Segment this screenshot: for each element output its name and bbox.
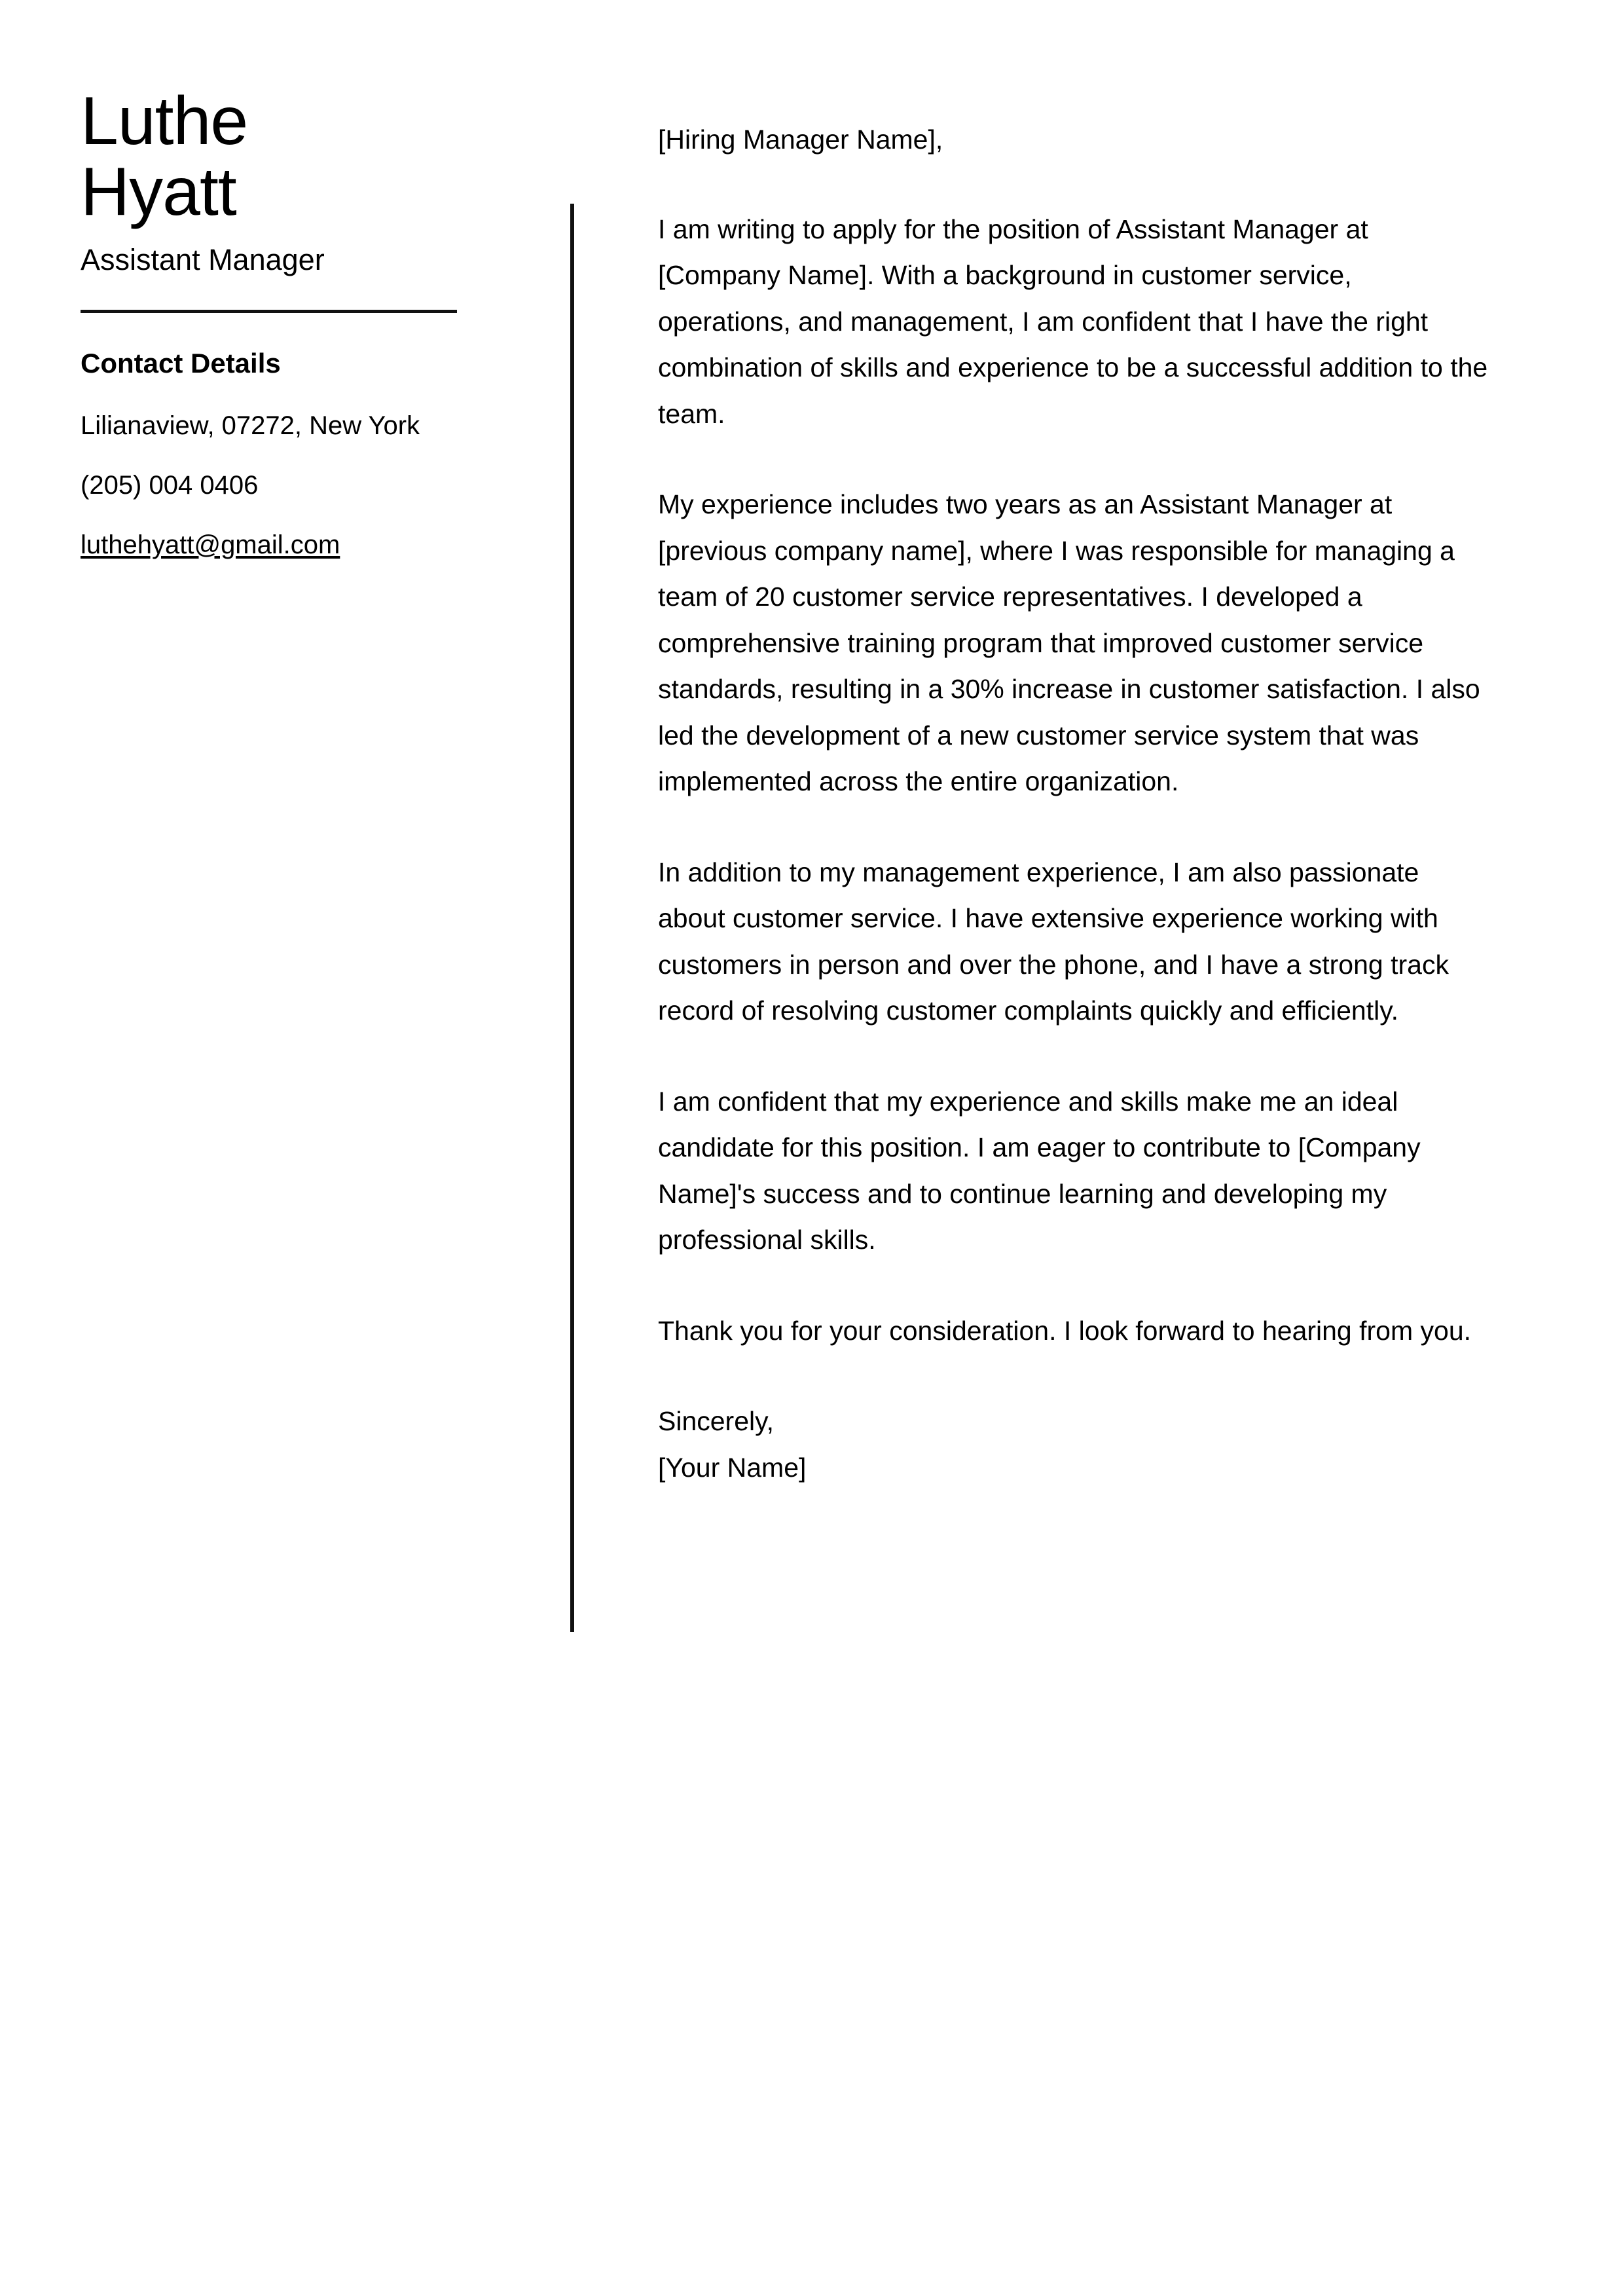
letter-paragraph-4: I am confident that my experience and skills make me an ideal candidate for this position. I am eager to contribute to [Company Name]'s success and to continue learning and developing my professional skills.: [658, 1086, 1421, 1255]
column-divider: [570, 204, 574, 1632]
name-last: Hyatt: [81, 153, 236, 230]
job-title: Assistant Manager: [81, 242, 325, 276]
candidate-name: [81, 83, 500, 230]
contact-details-heading: Contact Details: [81, 347, 281, 379]
name-first: Luthe: [81, 83, 248, 159]
letter-salutation: [Hiring Manager Name],: [658, 124, 943, 155]
contact-email-link[interactable]: luthehyatt@gmail.com: [81, 530, 340, 559]
letter-paragraph-5: Thank you for your consideration. I look forward to hearing from you.: [658, 1315, 1472, 1346]
contact-email-item: [81, 527, 428, 564]
header-divider: [81, 310, 457, 313]
letter-paragraph-2: My experience includes two years as an Assistant Manager at [previous company name], where I was responsible for managing a team of 20 customer service representatives. I developed a comprehensive training program that improved customer service standards, resulting in a 30% increase in customer satisfaction. I also led the development of a new customer service system that was implemented across the entire organization.: [658, 489, 1480, 797]
letter-paragraph-1: I am writing to apply for the position of Assistant Manager at [Company Name]. With a background in customer service, operations, and management, I am confident that I have the right combination of skills and experience to be a successful addition to the team.: [658, 213, 1488, 429]
contact-details-list: [81, 407, 500, 563]
letter-body: [658, 117, 1491, 1491]
letter-signature-name: [Your Name]: [658, 1452, 807, 1483]
sidebar: [81, 83, 500, 563]
letter-paragraph-3: In addition to my management experience, I am also passionate about customer service. I have extensive experience working with customers in person and over the phone, and I have a strong track record of resolving customer complaints quickly and efficiently.: [658, 857, 1449, 1026]
letter-signoff: Sincerely,: [658, 1406, 774, 1437]
contact-phone: (205) 004 0406: [81, 470, 259, 500]
contact-address: Lilianaview, 07272, New York: [81, 411, 420, 440]
